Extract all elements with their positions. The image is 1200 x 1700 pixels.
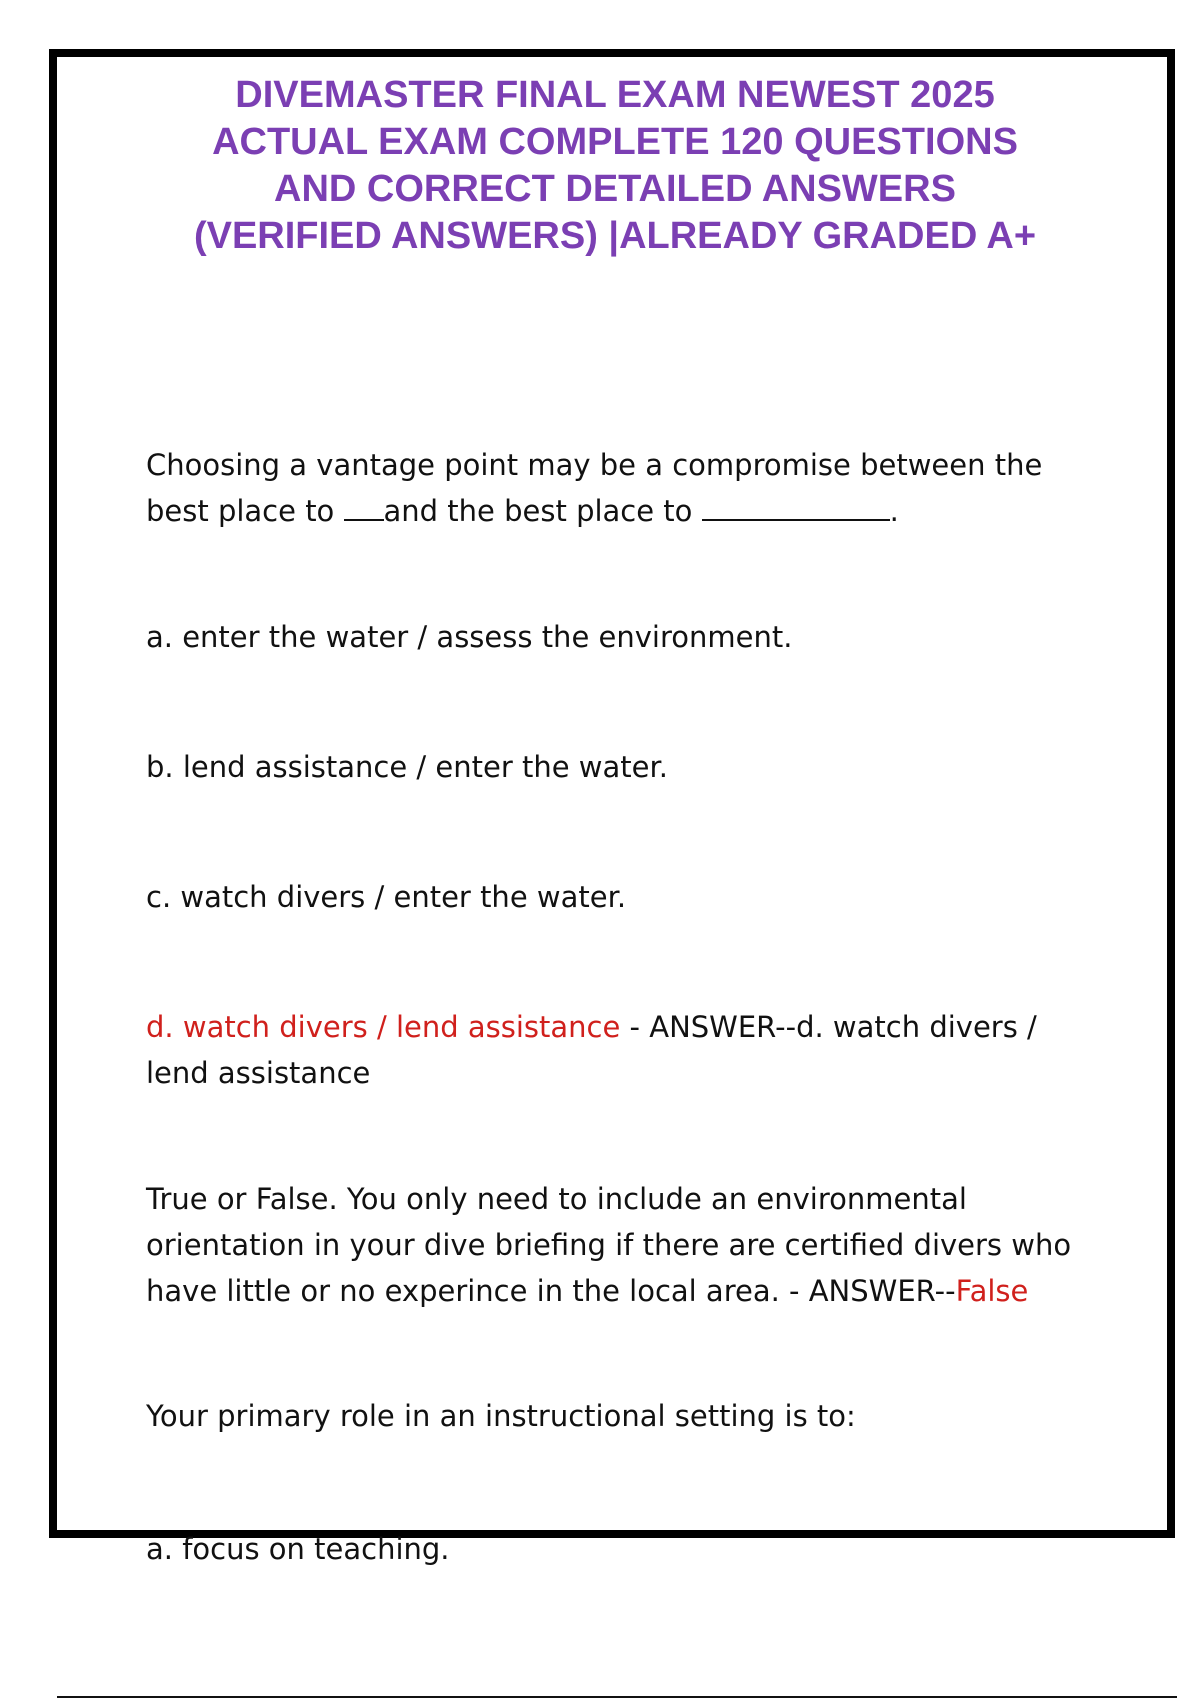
title-line-3: AND CORRECT DETAILED ANSWERS xyxy=(274,168,956,210)
question-2 xyxy=(146,1176,1076,1314)
question-1-stem-part-2: and the best place to xyxy=(383,494,702,528)
question-1-option-c: c. watch divers / enter the water. xyxy=(146,880,627,914)
fill-in-blank-1 xyxy=(344,493,384,521)
question-1-stem-end: . xyxy=(889,494,899,528)
question-3-option-a: a. focus on teaching. xyxy=(146,1532,450,1566)
document-title xyxy=(110,72,1120,260)
question-1-stem-line-1: Choosing a vantage point may be a compromise between the xyxy=(146,448,1043,482)
title-line-1: DIVEMASTER FINAL EXAM NEWEST 2025 xyxy=(235,74,995,116)
title-line-2: ACTUAL EXAM COMPLETE 120 QUESTIONS xyxy=(212,121,1018,163)
question-1-answer: - ANSWER--d. watch divers / lend assistance xyxy=(146,1010,1037,1090)
question-1-stem-part-1: best place to xyxy=(146,494,344,528)
question-1-correct-option: d. watch divers / lend assistance xyxy=(146,1010,621,1044)
question-1-option-a: a. enter the water / assess the environment. xyxy=(146,620,793,654)
question-2-stem: True or False. You only need to include an environmental orientation in your dive briefing if there are certified divers who have little or no experince in the local area. - ANSWER-- xyxy=(146,1182,1072,1308)
fill-in-blank-2 xyxy=(702,493,890,521)
question-1-stem xyxy=(146,442,1076,534)
question-2-answer: False xyxy=(955,1274,1029,1308)
question-1-option-b: b. lend assistance / enter the water. xyxy=(146,750,668,784)
bottom-divider xyxy=(57,1696,1177,1698)
title-line-4: (VERIFIED ANSWERS) |ALREADY GRADED A+ xyxy=(193,215,1037,257)
page-border xyxy=(49,49,1175,1538)
question-1-option-d xyxy=(146,1004,1076,1096)
question-3-stem: Your primary role in an instructional setting is to: xyxy=(146,1399,856,1433)
